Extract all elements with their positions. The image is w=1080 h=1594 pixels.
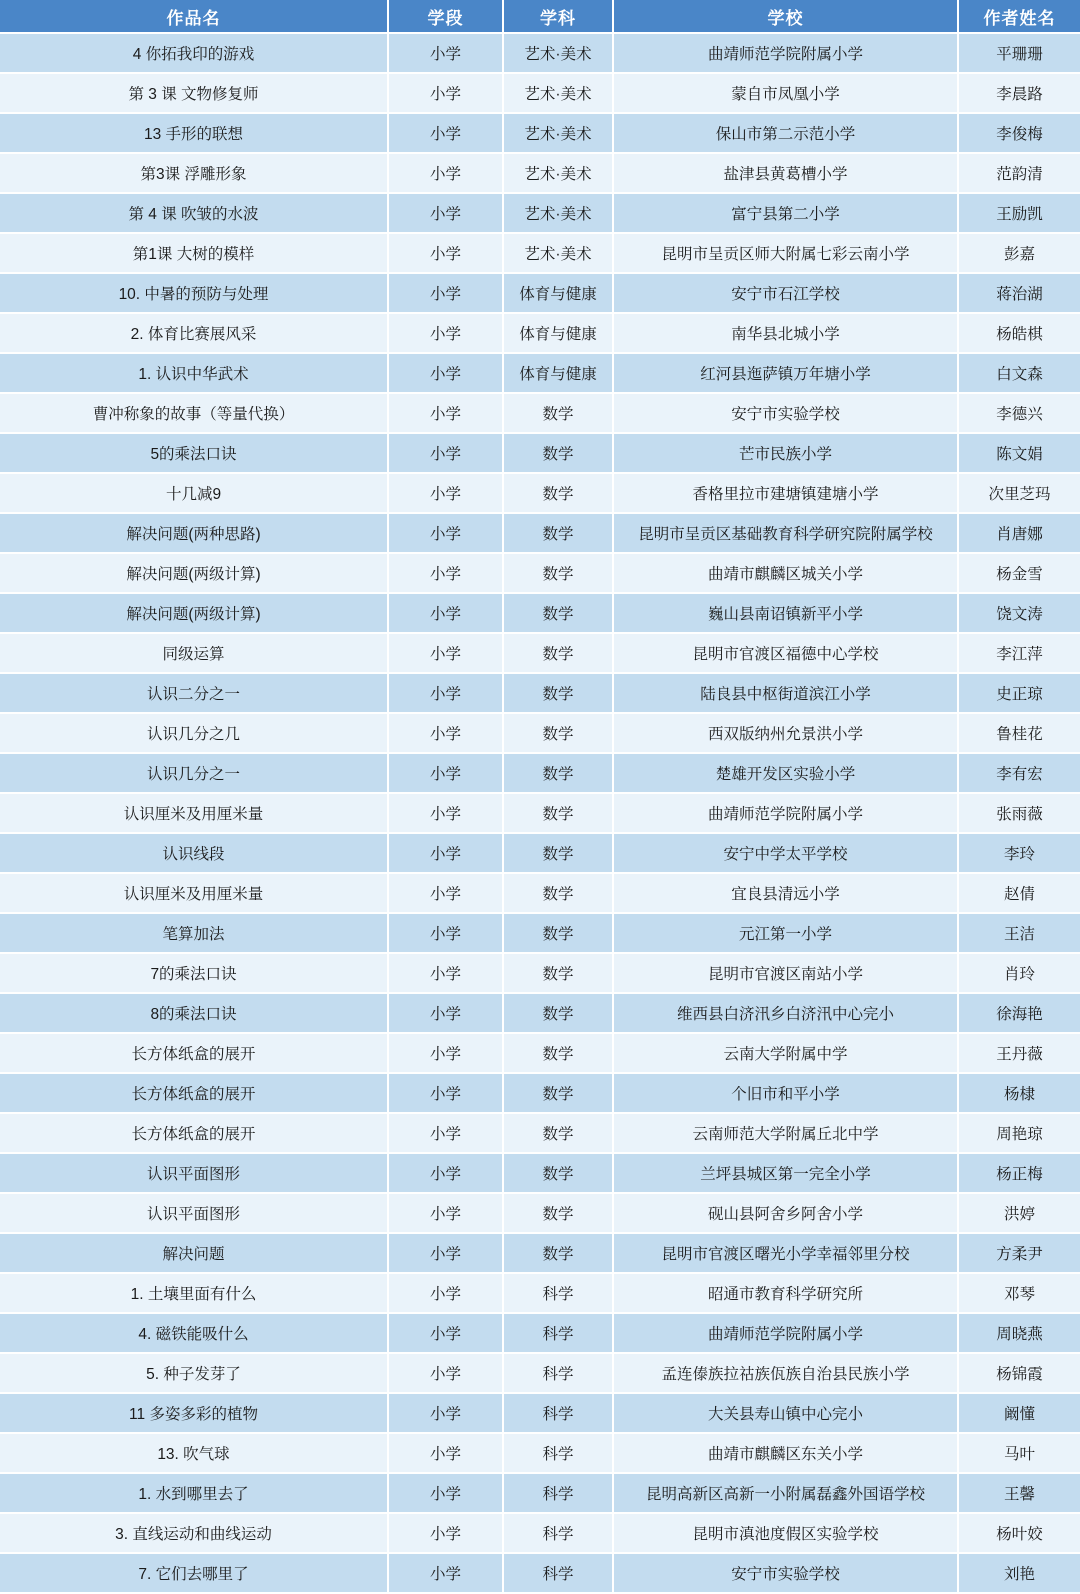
cell-work-name: 解决问题(两种思路) <box>0 513 388 553</box>
cell-subject: 科学 <box>503 1273 613 1313</box>
cell-work-name: 认识几分之几 <box>0 713 388 753</box>
cell-school: 曲靖市麒麟区城关小学 <box>613 553 958 593</box>
table-row <box>0 1353 1080 1393</box>
cell-subject: 科学 <box>503 1513 613 1553</box>
cell-subject: 数学 <box>503 753 613 793</box>
cell-subject: 数学 <box>503 393 613 433</box>
cell-author: 史正琼 <box>958 673 1080 713</box>
cell-school: 昆明市呈贡区基础教育科学研究院附属学校 <box>613 513 958 553</box>
table-row <box>0 793 1080 833</box>
table-row <box>0 393 1080 433</box>
cell-stage: 小学 <box>388 873 503 913</box>
cell-subject: 数学 <box>503 673 613 713</box>
table-row <box>0 873 1080 913</box>
cell-subject: 科学 <box>503 1473 613 1513</box>
cell-school: 昆明市官渡区曙光小学幸福邻里分校 <box>613 1233 958 1273</box>
cell-subject: 数学 <box>503 833 613 873</box>
cell-stage: 小学 <box>388 233 503 273</box>
cell-work-name: 十几减9 <box>0 473 388 513</box>
cell-subject: 数学 <box>503 513 613 553</box>
cell-school: 曲靖师范学院附属小学 <box>613 33 958 73</box>
cell-author: 杨皓棋 <box>958 313 1080 353</box>
cell-school: 砚山县阿舍乡阿舍小学 <box>613 1193 958 1233</box>
table-row <box>0 313 1080 353</box>
cell-stage: 小学 <box>388 633 503 673</box>
cell-subject: 艺术·美术 <box>503 33 613 73</box>
cell-author: 洪婷 <box>958 1193 1080 1233</box>
cell-work-name: 长方体纸盒的展开 <box>0 1113 388 1153</box>
cell-work-name: 笔算加法 <box>0 913 388 953</box>
cell-school: 蒙自市凤凰小学 <box>613 73 958 113</box>
cell-author: 李晨路 <box>958 73 1080 113</box>
cell-stage: 小学 <box>388 1433 503 1473</box>
cell-subject: 数学 <box>503 873 613 913</box>
cell-stage: 小学 <box>388 793 503 833</box>
table-row <box>0 113 1080 153</box>
cell-work-name: 长方体纸盒的展开 <box>0 1073 388 1113</box>
cell-author: 王馨 <box>958 1473 1080 1513</box>
cell-author: 杨棣 <box>958 1073 1080 1113</box>
cell-subject: 数学 <box>503 1073 613 1113</box>
cell-stage: 小学 <box>388 1033 503 1073</box>
cell-author: 马叶 <box>958 1433 1080 1473</box>
cell-work-name: 7的乘法口诀 <box>0 953 388 993</box>
cell-work-name: 认识厘米及用厘米量 <box>0 873 388 913</box>
cell-subject: 体育与健康 <box>503 353 613 393</box>
cell-work-name: 4 你拓我印的游戏 <box>0 33 388 73</box>
cell-author: 彭嘉 <box>958 233 1080 273</box>
table-row <box>0 273 1080 313</box>
cell-school: 保山市第二示范小学 <box>613 113 958 153</box>
cell-stage: 小学 <box>388 713 503 753</box>
table-header-row <box>0 0 1080 33</box>
cell-stage: 小学 <box>388 1513 503 1553</box>
cell-school: 西双版纳州允景洪小学 <box>613 713 958 753</box>
cell-stage: 小学 <box>388 993 503 1033</box>
cell-subject: 数学 <box>503 633 613 673</box>
cell-work-name: 曹冲称象的故事（等量代换） <box>0 393 388 433</box>
table-row <box>0 633 1080 673</box>
cell-subject: 数学 <box>503 913 613 953</box>
cell-work-name: 10. 中暑的预防与处理 <box>0 273 388 313</box>
table-row <box>0 913 1080 953</box>
cell-subject: 艺术·美术 <box>503 233 613 273</box>
column-header-work-name: 作品名 <box>0 0 388 33</box>
cell-school: 维西县白济汛乡白济汛中心完小 <box>613 993 958 1033</box>
cell-stage: 小学 <box>388 1393 503 1433</box>
table-row <box>0 753 1080 793</box>
cell-author: 杨正梅 <box>958 1153 1080 1193</box>
cell-subject: 数学 <box>503 1113 613 1153</box>
table-row <box>0 433 1080 473</box>
cell-work-name: 认识厘米及用厘米量 <box>0 793 388 833</box>
cell-work-name: 13 手形的联想 <box>0 113 388 153</box>
cell-subject: 艺术·美术 <box>503 113 613 153</box>
cell-stage: 小学 <box>388 1273 503 1313</box>
table-row <box>0 513 1080 553</box>
table-row <box>0 1153 1080 1193</box>
cell-school: 陆良县中枢街道滨江小学 <box>613 673 958 713</box>
cell-subject: 数学 <box>503 1033 613 1073</box>
table-row <box>0 153 1080 193</box>
cell-author: 邓琴 <box>958 1273 1080 1313</box>
cell-stage: 小学 <box>388 673 503 713</box>
table-header <box>0 0 1080 33</box>
cell-work-name: 5. 种子发芽了 <box>0 1353 388 1393</box>
cell-subject: 艺术·美术 <box>503 73 613 113</box>
cell-author: 刘艳 <box>958 1553 1080 1593</box>
cell-school: 大关县寿山镇中心完小 <box>613 1393 958 1433</box>
table-row <box>0 593 1080 633</box>
cell-stage: 小学 <box>388 193 503 233</box>
cell-work-name: 认识平面图形 <box>0 1193 388 1233</box>
cell-work-name: 第 4 课 吹皱的水波 <box>0 193 388 233</box>
cell-work-name: 1. 水到哪里去了 <box>0 1473 388 1513</box>
cell-subject: 艺术·美术 <box>503 193 613 233</box>
cell-subject: 数学 <box>503 433 613 473</box>
cell-author: 白文森 <box>958 353 1080 393</box>
cell-author: 张雨薇 <box>958 793 1080 833</box>
cell-work-name: 第1课 大树的模样 <box>0 233 388 273</box>
cell-subject: 数学 <box>503 713 613 753</box>
table-row <box>0 73 1080 113</box>
cell-subject: 科学 <box>503 1433 613 1473</box>
cell-author: 王丹薇 <box>958 1033 1080 1073</box>
cell-work-name: 认识线段 <box>0 833 388 873</box>
cell-stage: 小学 <box>388 1313 503 1353</box>
cell-school: 昆明市呈贡区师大附属七彩云南小学 <box>613 233 958 273</box>
table-row <box>0 553 1080 593</box>
cell-school: 孟连傣族拉祜族佤族自治县民族小学 <box>613 1353 958 1393</box>
cell-work-name: 解决问题(两级计算) <box>0 593 388 633</box>
column-header-subject: 学科 <box>503 0 613 33</box>
cell-author: 肖玲 <box>958 953 1080 993</box>
table-row <box>0 1033 1080 1073</box>
cell-stage: 小学 <box>388 393 503 433</box>
cell-school: 昆明市官渡区南站小学 <box>613 953 958 993</box>
table-row <box>0 1393 1080 1433</box>
cell-subject: 数学 <box>503 1153 613 1193</box>
cell-stage: 小学 <box>388 1233 503 1273</box>
cell-stage: 小学 <box>388 1193 503 1233</box>
table-row <box>0 1073 1080 1113</box>
cell-work-name: 3. 直线运动和曲线运动 <box>0 1513 388 1553</box>
cell-subject: 艺术·美术 <box>503 153 613 193</box>
cell-work-name: 第 3 课 文物修复师 <box>0 73 388 113</box>
table-row <box>0 993 1080 1033</box>
cell-subject: 体育与健康 <box>503 313 613 353</box>
cell-author: 李德兴 <box>958 393 1080 433</box>
cell-school: 曲靖市麒麟区东关小学 <box>613 1433 958 1473</box>
table-row <box>0 1313 1080 1353</box>
cell-stage: 小学 <box>388 353 503 393</box>
cell-author: 赵倩 <box>958 873 1080 913</box>
cell-school: 安宁市实验学校 <box>613 1553 958 1593</box>
cell-author: 蒋治湖 <box>958 273 1080 313</box>
cell-stage: 小学 <box>388 1353 503 1393</box>
table-row <box>0 953 1080 993</box>
cell-school: 元江第一小学 <box>613 913 958 953</box>
cell-stage: 小学 <box>388 33 503 73</box>
cell-school: 香格里拉市建塘镇建塘小学 <box>613 473 958 513</box>
cell-subject: 科学 <box>503 1353 613 1393</box>
cell-stage: 小学 <box>388 593 503 633</box>
cell-subject: 科学 <box>503 1393 613 1433</box>
cell-school: 巍山县南诏镇新平小学 <box>613 593 958 633</box>
cell-work-name: 13. 吹气球 <box>0 1433 388 1473</box>
cell-author: 周艳琼 <box>958 1113 1080 1153</box>
cell-author: 鲁桂花 <box>958 713 1080 753</box>
table-row <box>0 1193 1080 1233</box>
cell-subject: 数学 <box>503 473 613 513</box>
cell-work-name: 认识平面图形 <box>0 1153 388 1193</box>
cell-stage: 小学 <box>388 473 503 513</box>
table-row <box>0 1433 1080 1473</box>
cell-work-name: 5的乘法口诀 <box>0 433 388 473</box>
cell-work-name: 长方体纸盒的展开 <box>0 1033 388 1073</box>
cell-author: 陈文娟 <box>958 433 1080 473</box>
cell-school: 宜良县清远小学 <box>613 873 958 913</box>
table-row <box>0 33 1080 73</box>
cell-stage: 小学 <box>388 1113 503 1153</box>
cell-author: 李有宏 <box>958 753 1080 793</box>
cell-subject: 数学 <box>503 953 613 993</box>
cell-author: 阚懂 <box>958 1393 1080 1433</box>
cell-work-name: 认识二分之一 <box>0 673 388 713</box>
cell-school: 安宁市石江学校 <box>613 273 958 313</box>
cell-stage: 小学 <box>388 913 503 953</box>
table-row <box>0 1233 1080 1273</box>
cell-school: 昭通市教育科学研究所 <box>613 1273 958 1313</box>
cell-stage: 小学 <box>388 153 503 193</box>
cell-school: 曲靖师范学院附属小学 <box>613 793 958 833</box>
cell-author: 李俊梅 <box>958 113 1080 153</box>
table-row <box>0 673 1080 713</box>
table-body <box>0 33 1080 1593</box>
cell-school: 富宁县第二小学 <box>613 193 958 233</box>
cell-school: 安宁中学太平学校 <box>613 833 958 873</box>
cell-stage: 小学 <box>388 513 503 553</box>
table-row <box>0 473 1080 513</box>
cell-stage: 小学 <box>388 273 503 313</box>
column-header-school: 学校 <box>613 0 958 33</box>
cell-work-name: 解决问题 <box>0 1233 388 1273</box>
cell-author: 杨金雪 <box>958 553 1080 593</box>
cell-stage: 小学 <box>388 1473 503 1513</box>
cell-author: 李玲 <box>958 833 1080 873</box>
cell-stage: 小学 <box>388 1153 503 1193</box>
cell-author: 王励凯 <box>958 193 1080 233</box>
cell-work-name: 1. 土壤里面有什么 <box>0 1273 388 1313</box>
cell-school: 个旧市和平小学 <box>613 1073 958 1113</box>
cell-stage: 小学 <box>388 553 503 593</box>
cell-school: 昆明高新区高新一小附属磊鑫外国语学校 <box>613 1473 958 1513</box>
cell-author: 王洁 <box>958 913 1080 953</box>
cell-work-name: 同级运算 <box>0 633 388 673</box>
cell-work-name: 4. 磁铁能吸什么 <box>0 1313 388 1353</box>
cell-work-name: 2. 体育比赛展风采 <box>0 313 388 353</box>
cell-author: 徐海艳 <box>958 993 1080 1033</box>
cell-stage: 小学 <box>388 953 503 993</box>
cell-work-name: 第3课 浮雕形象 <box>0 153 388 193</box>
cell-subject: 体育与健康 <box>503 273 613 313</box>
table-row <box>0 1553 1080 1593</box>
cell-stage: 小学 <box>388 113 503 153</box>
cell-author: 次里芝玛 <box>958 473 1080 513</box>
cell-work-name: 11 多姿多彩的植物 <box>0 1393 388 1433</box>
cell-stage: 小学 <box>388 753 503 793</box>
cell-subject: 数学 <box>503 793 613 833</box>
cell-work-name: 1. 认识中华武术 <box>0 353 388 393</box>
cell-subject: 数学 <box>503 993 613 1033</box>
cell-author: 肖唐娜 <box>958 513 1080 553</box>
cell-school: 昆明市官渡区福德中心学校 <box>613 633 958 673</box>
table-row <box>0 353 1080 393</box>
table-row <box>0 233 1080 273</box>
cell-stage: 小学 <box>388 1553 503 1593</box>
cell-stage: 小学 <box>388 73 503 113</box>
cell-subject: 科学 <box>503 1313 613 1353</box>
table-row <box>0 1513 1080 1553</box>
cell-subject: 数学 <box>503 553 613 593</box>
cell-author: 李江萍 <box>958 633 1080 673</box>
cell-subject: 数学 <box>503 1193 613 1233</box>
cell-school: 昆明市滇池度假区实验学校 <box>613 1513 958 1553</box>
cell-school: 盐津县黄葛槽小学 <box>613 153 958 193</box>
cell-school: 红河县迤萨镇万年塘小学 <box>613 353 958 393</box>
cell-author: 范韵清 <box>958 153 1080 193</box>
cell-author: 周晓燕 <box>958 1313 1080 1353</box>
table-row <box>0 193 1080 233</box>
cell-stage: 小学 <box>388 1073 503 1113</box>
cell-stage: 小学 <box>388 313 503 353</box>
cell-school: 兰坪县城区第一完全小学 <box>613 1153 958 1193</box>
cell-subject: 科学 <box>503 1553 613 1593</box>
cell-work-name: 解决问题(两级计算) <box>0 553 388 593</box>
cell-author: 杨锦霞 <box>958 1353 1080 1393</box>
cell-work-name: 7. 它们去哪里了 <box>0 1553 388 1593</box>
table-row <box>0 833 1080 873</box>
cell-subject: 数学 <box>503 593 613 633</box>
cell-stage: 小学 <box>388 833 503 873</box>
cell-author: 平珊珊 <box>958 33 1080 73</box>
cell-subject: 数学 <box>503 1233 613 1273</box>
cell-author: 方柔尹 <box>958 1233 1080 1273</box>
cell-school: 安宁市实验学校 <box>613 393 958 433</box>
cell-school: 云南大学附属中学 <box>613 1033 958 1073</box>
cell-work-name: 8的乘法口诀 <box>0 993 388 1033</box>
cell-school: 云南师范大学附属丘北中学 <box>613 1113 958 1153</box>
table-row <box>0 1113 1080 1153</box>
cell-stage: 小学 <box>388 433 503 473</box>
cell-work-name: 认识几分之一 <box>0 753 388 793</box>
cell-author: 饶文涛 <box>958 593 1080 633</box>
cell-school: 楚雄开发区实验小学 <box>613 753 958 793</box>
table-row <box>0 1273 1080 1313</box>
cell-school: 南华县北城小学 <box>613 313 958 353</box>
column-header-stage: 学段 <box>388 0 503 33</box>
cell-author: 杨叶姣 <box>958 1513 1080 1553</box>
cell-school: 曲靖师范学院附属小学 <box>613 1313 958 1353</box>
table-row <box>0 1473 1080 1513</box>
cell-school: 芒市民族小学 <box>613 433 958 473</box>
column-header-author: 作者姓名 <box>958 0 1080 33</box>
table-row <box>0 713 1080 753</box>
